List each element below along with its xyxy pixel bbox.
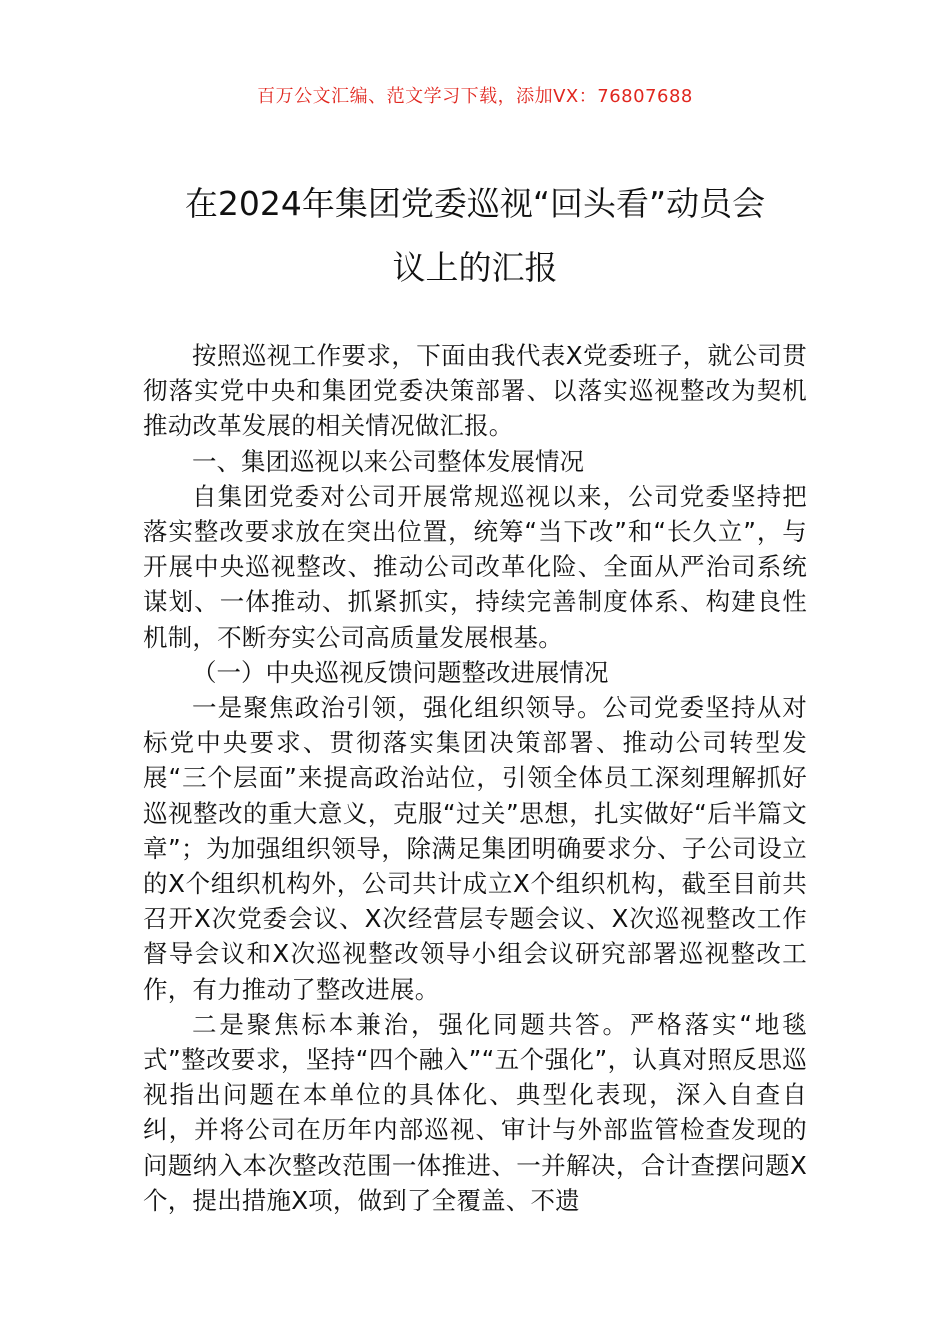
document-title [110,172,840,300]
section-1-paragraph: 自集团党委对公司开展常规巡视以来，公司党委坚持把落实整改要求放在突出位置，统筹“当下改”和“长久立”，与开展中央巡视整改、推动公司改革化险、全面从严治司系统谋划、一体推动、抓紧抓实，持续完善制度体系、构建良性机制，不断夯实公司高质量发展根基。 [143,481,807,652]
section-heading-1: 一、集团巡视以来公司整体发展情况 [192,446,584,476]
header-watermark-note: 百万公文汇编、范文学习下载，添加VX：76807688 [257,86,693,107]
point-2-paragraph: 二是聚焦标本兼治，强化同题共答。严格落实“地毯式”整改要求，坚持“四个融入”“五个强化”，认真对照反思巡视指出问题在本单位的具体化、典型化表现，深入自查自纠，并将公司在历年内部巡视、审计与外部监管检查发现的问题纳入本次整改范围一体推进、一并解决，合计查摆问题X个，提出措施X项，做到了全覆盖、不遗 [143,1009,807,1215]
document-body [143,338,807,1218]
point-1-paragraph: 一是聚焦政治引领，强化组织领导。公司党委坚持从对标党中央要求、贯彻落实集团决策部署、推动公司转型发展“三个层面”来提高政治站位，引领全体员工深刻理解抓好巡视整改的重大意义，克服“过关”思想，扎实做好“后半篇文章”；为加强组织领导，除满足集团明确要求分、子公司设立的X个组织机构外，公司共计成立X个组织机构，截至目前共召开X次党委会议、X次经营层专题会议、X次巡视整改工作督导会议和X次巡视整改领导小组会议研究部署巡视整改工作，有力推动了整改进展。 [143,693,807,1004]
subsection-heading-1: （一）中央巡视反馈问题整改进展情况 [192,657,609,687]
title-line-2: 议上的汇报 [392,248,558,287]
title-line-1: 在2024年集团党委巡视“回头看”动员会 [184,184,766,223]
intro-paragraph: 按照巡视工作要求，下面由我代表X党委班子，就公司贯彻落实党中央和集团党委决策部署、以落实巡视整改为契机推动改革发展的相关情况做汇报。 [143,341,807,441]
